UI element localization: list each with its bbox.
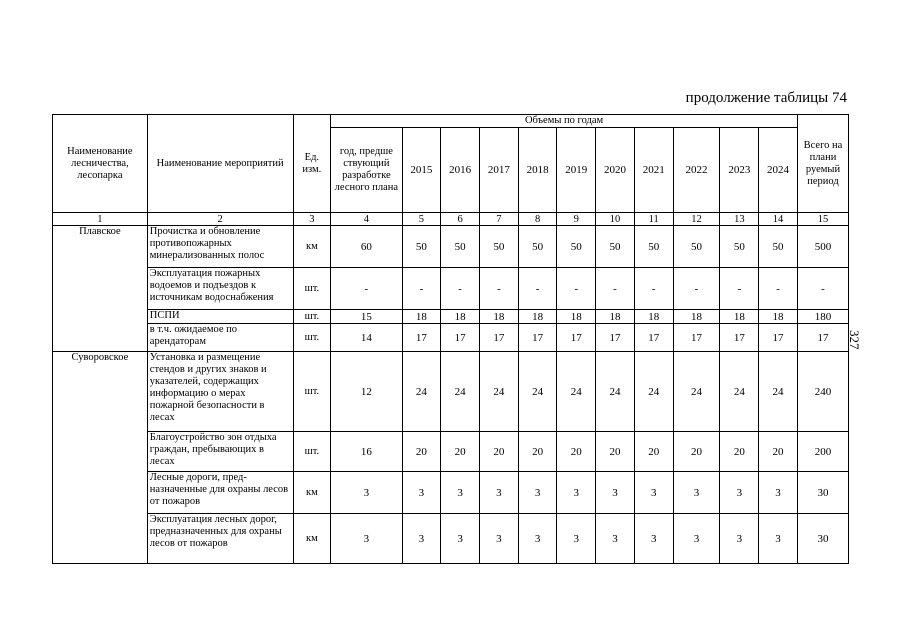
- measure-name: Прочистка и обновление противопожарных минерализованных полос: [147, 226, 293, 268]
- header-year: 2016: [441, 128, 480, 213]
- year-value: 17: [759, 324, 798, 352]
- forestry-name: Плавское: [53, 226, 148, 352]
- header-year: 2015: [402, 128, 441, 213]
- year-value: 24: [596, 352, 635, 432]
- year-value: -: [720, 268, 759, 310]
- year-value: 3: [557, 514, 596, 564]
- year-value: 18: [673, 310, 720, 324]
- header-forestry: Наименование лесничества, лесопарка: [53, 115, 148, 213]
- column-number: 1: [53, 213, 148, 226]
- year-value: 50: [673, 226, 720, 268]
- column-number: 5: [402, 213, 441, 226]
- total-value: 30: [797, 514, 848, 564]
- year-value: 24: [759, 352, 798, 432]
- column-number: 11: [634, 213, 673, 226]
- year-value: 20: [518, 432, 557, 472]
- page-number: 327: [847, 330, 862, 350]
- year-value: -: [596, 268, 635, 310]
- table-row: [53, 432, 849, 472]
- year-value: 3: [441, 472, 480, 514]
- table-row: [53, 310, 849, 324]
- header-total: Всего на плани руемый период: [797, 115, 848, 213]
- fire-safety-table: [52, 114, 849, 564]
- year-value: 3: [759, 514, 798, 564]
- year-value: 24: [479, 352, 518, 432]
- year-value: 17: [557, 324, 596, 352]
- year-value: 18: [557, 310, 596, 324]
- header-year: 2020: [596, 128, 635, 213]
- column-number: 4: [331, 213, 402, 226]
- year-value: 18: [634, 310, 673, 324]
- total-value: 180: [797, 310, 848, 324]
- column-number: 10: [596, 213, 635, 226]
- header-year: 2024: [759, 128, 798, 213]
- base-year-value: 60: [331, 226, 402, 268]
- base-year-value: -: [331, 268, 402, 310]
- column-number: 15: [797, 213, 848, 226]
- year-value: 17: [518, 324, 557, 352]
- base-year-value: 12: [331, 352, 402, 432]
- year-value: 3: [479, 514, 518, 564]
- year-value: 50: [479, 226, 518, 268]
- base-year-value: 15: [331, 310, 402, 324]
- year-value: 50: [720, 226, 759, 268]
- year-value: 3: [720, 514, 759, 564]
- year-value: 50: [634, 226, 673, 268]
- year-value: 24: [557, 352, 596, 432]
- year-value: 3: [402, 472, 441, 514]
- year-value: 3: [673, 514, 720, 564]
- total-value: -: [797, 268, 848, 310]
- year-value: 17: [441, 324, 480, 352]
- total-value: 17: [797, 324, 848, 352]
- year-value: 20: [673, 432, 720, 472]
- header-dev-year: год, предше ствующий разработке лесного плана: [331, 128, 402, 213]
- year-value: 24: [720, 352, 759, 432]
- total-value: 240: [797, 352, 848, 432]
- table-row: [53, 226, 849, 268]
- year-value: 20: [557, 432, 596, 472]
- year-value: 18: [402, 310, 441, 324]
- year-value: 24: [441, 352, 480, 432]
- year-value: 17: [596, 324, 635, 352]
- total-value: 30: [797, 472, 848, 514]
- year-value: 50: [759, 226, 798, 268]
- year-value: 3: [479, 472, 518, 514]
- year-value: -: [402, 268, 441, 310]
- year-value: 17: [720, 324, 759, 352]
- table-row: [53, 472, 849, 514]
- year-value: 24: [518, 352, 557, 432]
- year-value: 20: [759, 432, 798, 472]
- unit-cell: шт.: [293, 432, 331, 472]
- column-number: 7: [479, 213, 518, 226]
- column-number: 14: [759, 213, 798, 226]
- year-value: -: [479, 268, 518, 310]
- column-number: 9: [557, 213, 596, 226]
- year-value: 3: [634, 472, 673, 514]
- column-number: 3: [293, 213, 331, 226]
- year-value: 18: [720, 310, 759, 324]
- total-value: 500: [797, 226, 848, 268]
- year-value: -: [673, 268, 720, 310]
- measure-name: Благоустройство зон отдыха граждан, пребывающих в лесах: [147, 432, 293, 472]
- base-year-value: 3: [331, 514, 402, 564]
- year-value: 3: [518, 514, 557, 564]
- table-row: [53, 514, 849, 564]
- year-value: -: [557, 268, 596, 310]
- column-number: 13: [720, 213, 759, 226]
- unit-cell: шт.: [293, 324, 331, 352]
- year-value: 18: [596, 310, 635, 324]
- year-value: 17: [479, 324, 518, 352]
- year-value: 3: [634, 514, 673, 564]
- year-value: -: [441, 268, 480, 310]
- year-value: 18: [518, 310, 557, 324]
- unit-cell: шт.: [293, 310, 331, 324]
- measure-name: в т.ч. ожидаемое по арендаторам: [147, 324, 293, 352]
- year-value: 50: [557, 226, 596, 268]
- unit-cell: шт.: [293, 352, 331, 432]
- year-value: 18: [479, 310, 518, 324]
- header-year: 2019: [557, 128, 596, 213]
- year-value: 3: [759, 472, 798, 514]
- year-value: 20: [402, 432, 441, 472]
- table-row: [53, 352, 849, 432]
- column-number: 12: [673, 213, 720, 226]
- column-number: 8: [518, 213, 557, 226]
- table-caption: продолжение таблицы 74: [685, 90, 847, 106]
- year-value: 20: [441, 432, 480, 472]
- column-number: 2: [147, 213, 293, 226]
- base-year-value: 3: [331, 472, 402, 514]
- measure-name: Эксплуатация пожарных водоемов и подъездов к источникам водоснабжения: [147, 268, 293, 310]
- header-unit: Ед. изм.: [293, 115, 331, 213]
- year-value: 20: [634, 432, 673, 472]
- base-year-value: 14: [331, 324, 402, 352]
- year-value: 3: [596, 514, 635, 564]
- year-value: 17: [673, 324, 720, 352]
- unit-cell: км: [293, 514, 331, 564]
- year-value: 3: [557, 472, 596, 514]
- table-row: [53, 324, 849, 352]
- measure-name: Эксплуатация лесных дорог, предназначенных для охраны лесов от пожаров: [147, 514, 293, 564]
- year-value: 24: [634, 352, 673, 432]
- unit-cell: км: [293, 472, 331, 514]
- year-value: 50: [441, 226, 480, 268]
- year-value: 18: [759, 310, 798, 324]
- year-value: 17: [634, 324, 673, 352]
- measure-name: ПСПИ: [147, 310, 293, 324]
- year-value: 3: [673, 472, 720, 514]
- table-row: [53, 268, 849, 310]
- base-year-value: 16: [331, 432, 402, 472]
- header-year: 2017: [479, 128, 518, 213]
- year-value: -: [759, 268, 798, 310]
- total-value: 200: [797, 432, 848, 472]
- measure-name: Установка и размещение стендов и других знаков и указателей, содержащих информацию о мерах пожарной безопасности в лесах: [147, 352, 293, 432]
- forestry-name: Суворовское: [53, 352, 148, 564]
- header-year: 2018: [518, 128, 557, 213]
- year-value: 3: [720, 472, 759, 514]
- year-value: 20: [596, 432, 635, 472]
- year-value: 50: [402, 226, 441, 268]
- unit-cell: км: [293, 226, 331, 268]
- header-year: 2022: [673, 128, 720, 213]
- year-value: 3: [441, 514, 480, 564]
- year-value: 20: [720, 432, 759, 472]
- year-value: -: [518, 268, 557, 310]
- year-value: 3: [596, 472, 635, 514]
- year-value: 3: [518, 472, 557, 514]
- header-measure: Наименование мероприятий: [147, 115, 293, 213]
- year-value: 24: [673, 352, 720, 432]
- unit-cell: шт.: [293, 268, 331, 310]
- year-value: 50: [596, 226, 635, 268]
- header-year: 2021: [634, 128, 673, 213]
- column-number: 6: [441, 213, 480, 226]
- year-value: 3: [402, 514, 441, 564]
- header-volumes: Объемы по годам: [331, 115, 798, 128]
- year-value: 50: [518, 226, 557, 268]
- year-value: 18: [441, 310, 480, 324]
- measure-name: Лесные дороги, пред- назначенные для охраны лесов от пожаров: [147, 472, 293, 514]
- year-value: -: [634, 268, 673, 310]
- year-value: 20: [479, 432, 518, 472]
- year-value: 17: [402, 324, 441, 352]
- year-value: 24: [402, 352, 441, 432]
- header-year: 2023: [720, 128, 759, 213]
